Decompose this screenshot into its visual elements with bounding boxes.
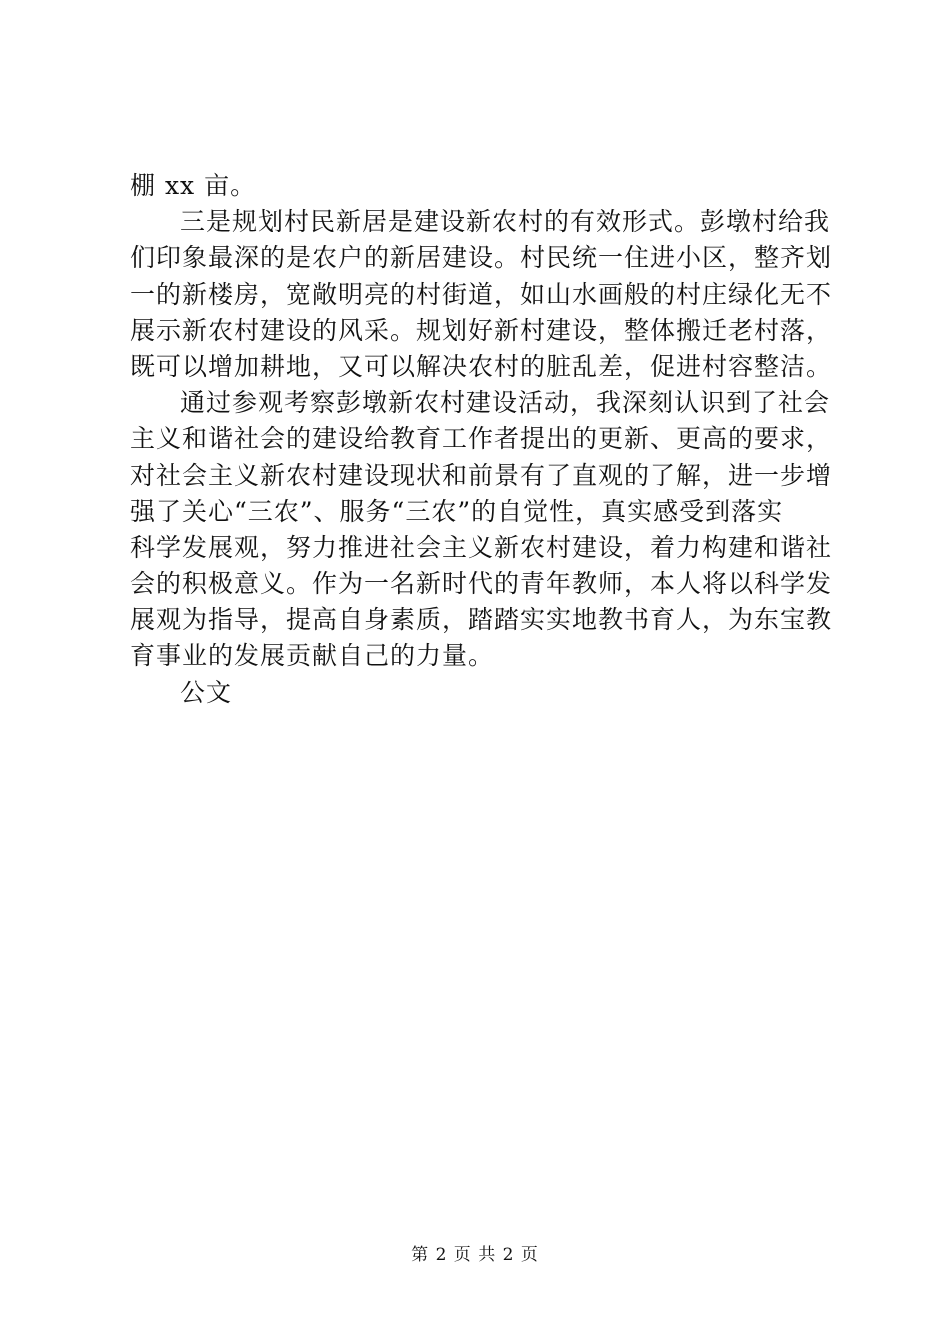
paragraph-start-line: 三是规划村民新居是建设新农村的有效形式。彭墩村给我 (180, 207, 831, 237)
paragraph-start-line: 通过参观考察彭墩新农村建设活动，我深刻认识到了社会 (180, 388, 831, 418)
text-line: 既可以增加耕地，又可以解决农村的脏乱差，促进村容整洁。 (130, 351, 833, 381)
page-footer (0, 1244, 950, 1266)
text-line: 对社会主义新农村建设现状和前景有了直观的了解，进一步增 (130, 460, 833, 490)
page-number: 第 2 页 共 2 页 (411, 1245, 539, 1265)
body-text (130, 168, 833, 711)
text-line: 育事业的发展贡献自己的力量。 (130, 641, 495, 671)
text-line: 强了关心“三农”、服务“三农”的自觉性，真实感受到落实 (130, 496, 784, 526)
text-line: 会的积极意义。作为一名新时代的青年教师，本人将以科学发 (130, 569, 833, 599)
text-line: 展观为指导，提高自身素质，踏踏实实地教书育人，为东宝教 (130, 605, 833, 635)
text-line: 展示新农村建设的风采。规划好新村建设，整体搬迁老村落， (130, 315, 833, 345)
closing-line: 公文 (180, 677, 233, 707)
text-line: 一的新楼房，宽敞明亮的村街道，如山水画般的村庄绿化无不 (130, 279, 833, 309)
text-line: 科学发展观，努力推进社会主义新农村建设，着力构建和谐社 (130, 532, 833, 562)
text-line: 们印象最深的是农户的新居建设。村民统一住进小区，整齐划 (130, 243, 833, 273)
text-line: 主义和谐社会的建设给教育工作者提出的更新、更高的要求， (130, 424, 833, 454)
text-line: 棚 xx 亩。 (130, 171, 257, 200)
